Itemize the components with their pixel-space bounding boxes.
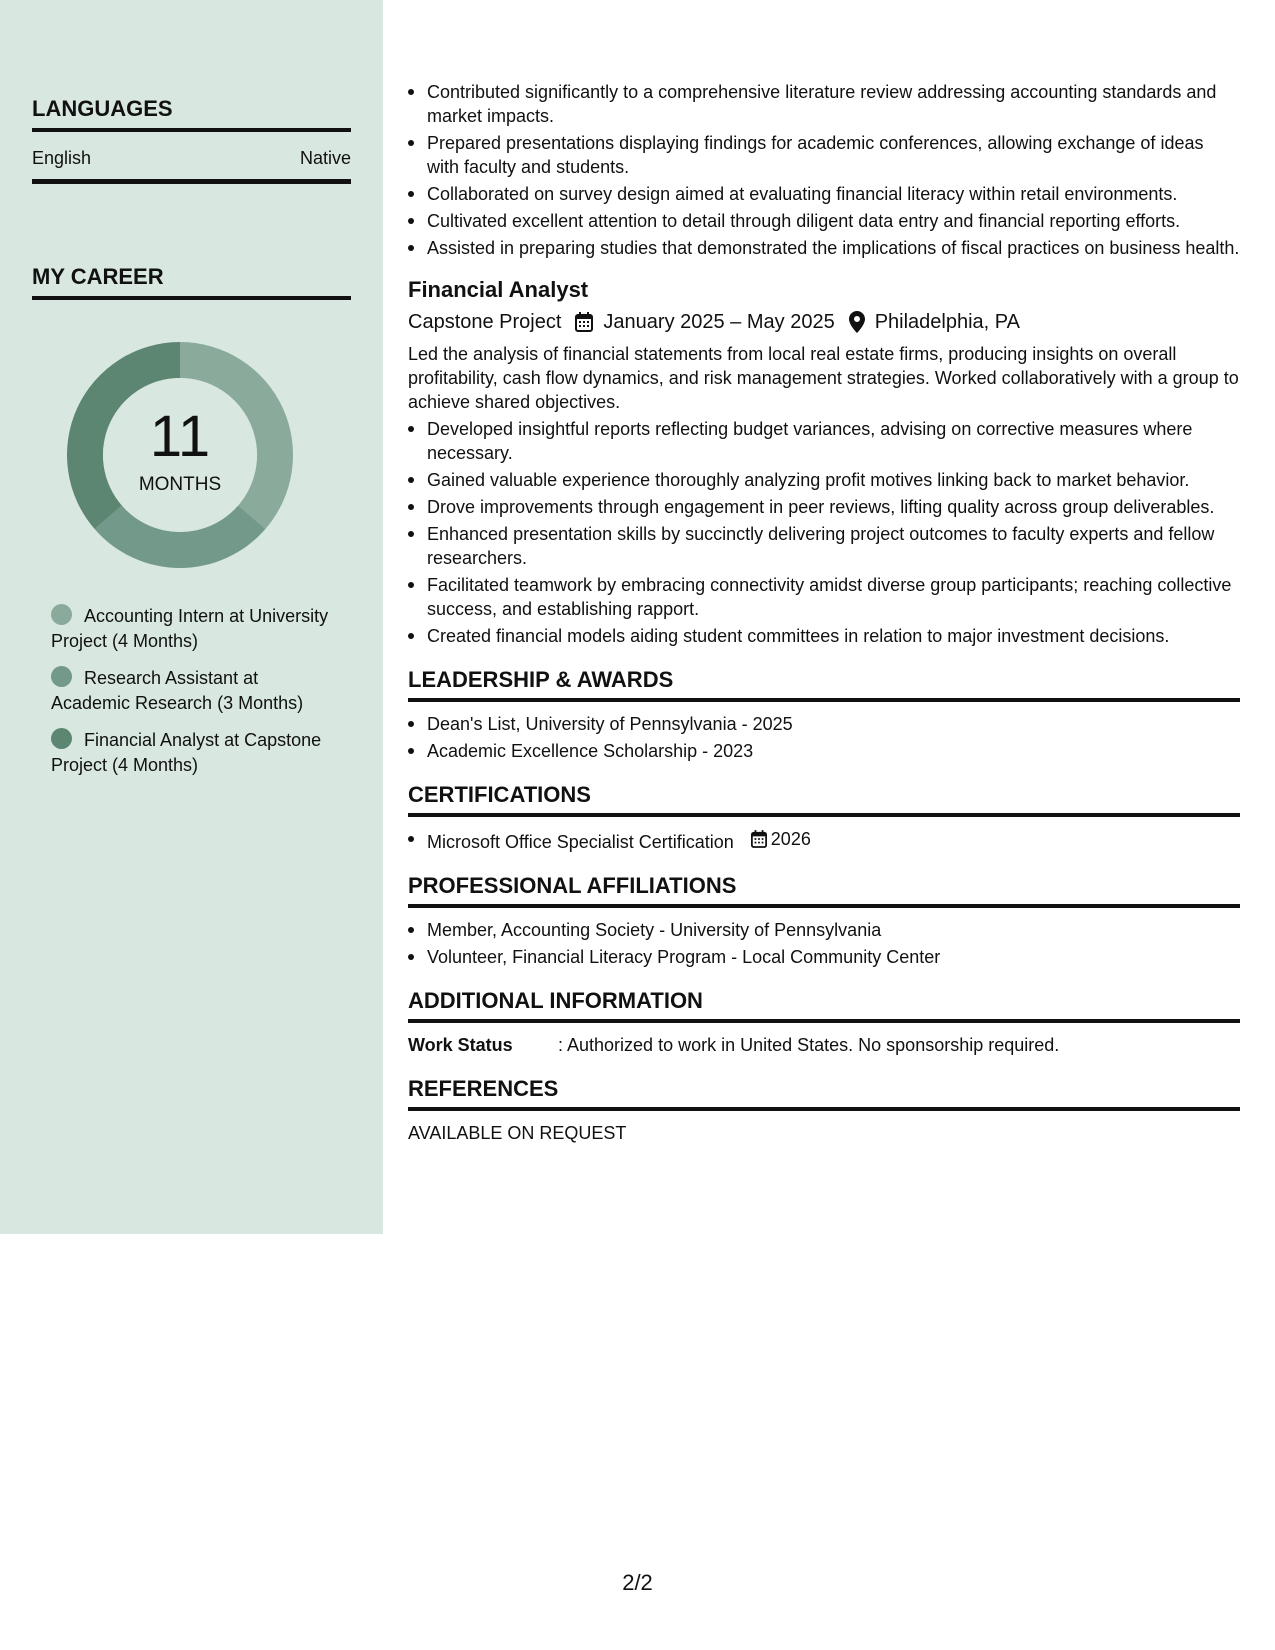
- leadership-list: [408, 712, 1240, 763]
- additional-info-heading: ADDITIONAL INFORMATION: [408, 987, 1240, 1023]
- job-meta: [408, 308, 1240, 336]
- list-item: Cultivated excellent attention to detail through diligent data entry and financial reporting efforts.: [408, 209, 1240, 233]
- languages-heading: LANGUAGES: [32, 96, 351, 132]
- job-company: Capstone Project: [408, 311, 562, 333]
- cert-year-wrap: [751, 827, 811, 851]
- list-item: [408, 827, 1240, 854]
- list-item: Prepared presentations displaying findings for academic conferences, allowing exchange of ideas with faculty and students.: [408, 131, 1240, 179]
- list-item: Created financial models aiding student committees in relation to major investment decisions.: [408, 624, 1240, 648]
- list-item: Academic Excellence Scholarship - 2023: [408, 739, 1240, 763]
- language-row: [32, 132, 351, 184]
- language-level: Native: [299, 148, 351, 168]
- sidebar: [0, 0, 383, 1234]
- career-legend: [51, 604, 351, 778]
- list-item: Enhanced presentation skills by succinctly delivering project outcomes to faculty experts and fellow researchers.: [408, 522, 1240, 570]
- work-status-row: [408, 1033, 1240, 1057]
- legend-item: [51, 666, 341, 716]
- work-status-label: Work Status: [408, 1035, 513, 1055]
- list-item: Assisted in preparing studies that demonstrated the implications of fiscal practices on business health.: [408, 236, 1240, 260]
- cert-name: Microsoft Office Specialist Certification: [427, 832, 734, 852]
- map-pin-icon: [849, 311, 865, 333]
- legend-dot: [51, 728, 72, 749]
- career-unit: MONTHS: [138, 474, 222, 495]
- legend-label: Accounting Intern at University Project (4 Months): [51, 606, 329, 651]
- job-summary: Led the analysis of financial statements from local real estate firms, producing insights on overall profitability, cash flow dynamics, and risk management strategies. Worked collaboratively with a group to achieve shared objectives.: [408, 344, 1239, 412]
- certifications-list: [408, 827, 1240, 854]
- previous-job-bullets: [408, 80, 1240, 260]
- calendar-icon: [751, 830, 771, 848]
- legend-label: Financial Analyst at Capstone Project (4 Months): [51, 730, 322, 775]
- list-item: Volunteer, Financial Literacy Program - Local Community Center: [408, 945, 1240, 969]
- references-text: AVAILABLE ON REQUEST: [408, 1123, 627, 1143]
- main-content: [408, 80, 1240, 1145]
- legend-label: Research Assistant at Academic Research (3 Months): [51, 668, 304, 713]
- references-heading: REFERENCES: [408, 1075, 1240, 1111]
- cert-year: 2026: [770, 829, 811, 849]
- job-title: Financial Analyst: [408, 277, 589, 302]
- list-item: Collaborated on survey design aimed at evaluating financial literacy within retail environments.: [408, 182, 1240, 206]
- page-number: 2/2: [622, 1570, 653, 1595]
- career-donut-chart: [67, 342, 293, 568]
- certifications-heading: CERTIFICATIONS: [408, 781, 1240, 817]
- calendar-icon: [575, 312, 593, 332]
- legend-dot: [51, 666, 72, 687]
- list-item: Facilitated teamwork by embracing connectivity amidst diverse group participants; reaching collective success, and establishing rapport.: [408, 573, 1240, 621]
- affiliations-list: [408, 918, 1240, 969]
- language-name: English: [32, 148, 92, 168]
- career-heading: MY CAREER: [32, 264, 351, 300]
- list-item: Member, Accounting Society - University of Pennsylvania: [408, 918, 1240, 942]
- donut-center: [67, 342, 293, 568]
- career-total-months: 11: [149, 404, 211, 469]
- list-item: Gained valuable experience thoroughly analyzing profit motives linking back to market behavior.: [408, 468, 1240, 492]
- legend-dot: [51, 604, 72, 625]
- list-item: Drove improvements through engagement in peer reviews, lifting quality across group deliverables.: [408, 495, 1240, 519]
- affiliations-heading: PROFESSIONAL AFFILIATIONS: [408, 872, 1240, 908]
- job-bullets: [408, 417, 1240, 648]
- job-dates: January 2025 – May 2025: [603, 311, 835, 333]
- leadership-heading: LEADERSHIP & AWARDS: [408, 666, 1240, 702]
- legend-item: [51, 728, 341, 778]
- legend-item: [51, 604, 341, 654]
- list-item: Developed insightful reports reflecting budget variances, advising on corrective measures where necessary.: [408, 417, 1240, 465]
- job-location: Philadelphia, PA: [874, 311, 1020, 333]
- list-item: Dean's List, University of Pennsylvania - 2025: [408, 712, 1240, 736]
- work-status-value: : Authorized to work in United States. No sponsorship required.: [558, 1035, 1060, 1055]
- list-item: Contributed significantly to a comprehensive literature review addressing accounting standards and market impacts.: [408, 80, 1240, 128]
